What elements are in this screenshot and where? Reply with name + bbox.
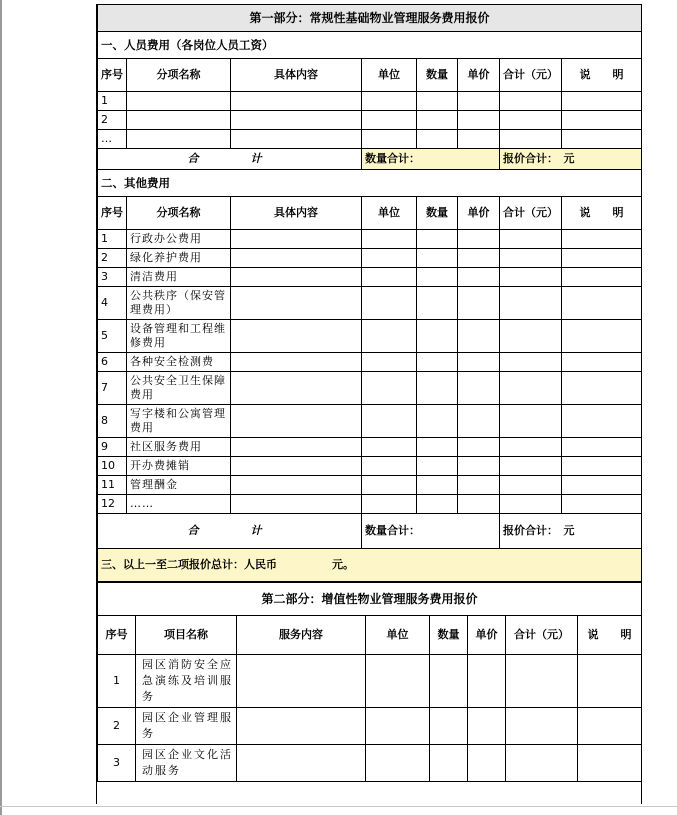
cell[interactable] (237, 745, 366, 782)
cell[interactable] (500, 353, 562, 372)
row-name[interactable]: 各种安全检测费 (127, 353, 231, 372)
cell[interactable] (231, 111, 362, 130)
col-content: 具体内容 (231, 197, 362, 230)
table-row (98, 287, 642, 320)
cell[interactable] (468, 708, 506, 745)
cell[interactable] (362, 268, 417, 287)
row-no: 4 (98, 287, 127, 320)
table-row (98, 320, 642, 353)
cell[interactable] (578, 655, 642, 708)
row-name[interactable]: 清洁费用 (127, 268, 231, 287)
cell[interactable] (430, 708, 468, 745)
row-name[interactable]: 绿化养护费用 (127, 249, 231, 268)
col-item-name: 分项名称 (127, 197, 231, 230)
row-name[interactable]: 社区服务费用 (127, 438, 231, 457)
document-page (96, 4, 642, 804)
cell[interactable] (562, 268, 642, 287)
left-gutter (0, 0, 2, 815)
cell[interactable] (362, 438, 417, 457)
table-row (98, 268, 642, 287)
cell[interactable] (362, 130, 417, 149)
row-no: 1 (98, 655, 136, 708)
cell[interactable] (562, 372, 642, 405)
cell[interactable] (506, 655, 578, 708)
row-name[interactable]: 设备管理和工程维修费用 (127, 320, 231, 353)
cell[interactable] (500, 405, 562, 438)
col-project-name: 项目名称 (136, 616, 237, 655)
cell[interactable] (231, 92, 362, 111)
cell[interactable] (231, 405, 362, 438)
row-name[interactable]: 园区消防安全应急演练及培训服务 (136, 655, 237, 708)
cell[interactable] (417, 111, 458, 130)
cell[interactable] (231, 476, 362, 495)
part2-title: 第二部分：增值性物业管理服务费用报价 (98, 583, 642, 616)
row-name[interactable]: 管理酬金 (127, 476, 231, 495)
row-name[interactable] (127, 111, 231, 130)
part1-title: 第一部分：常规性基础物业管理服务费用报价 (98, 5, 642, 32)
row-name[interactable]: …… (127, 495, 231, 514)
row-no: 2 (98, 111, 127, 130)
cell[interactable] (500, 495, 562, 514)
cell[interactable] (458, 287, 500, 320)
cell[interactable] (231, 457, 362, 476)
table-row (98, 708, 642, 745)
part2-header-row (98, 616, 642, 655)
row-name[interactable] (127, 130, 231, 149)
cell[interactable] (362, 372, 417, 405)
row-no: 11 (98, 476, 127, 495)
cell[interactable] (231, 130, 362, 149)
cell[interactable] (500, 438, 562, 457)
row-no: 2 (98, 708, 136, 745)
cell[interactable] (562, 130, 642, 149)
cell[interactable] (500, 249, 562, 268)
table-row (98, 353, 642, 372)
section2-sum-row (98, 514, 642, 549)
grand-total[interactable]: 三、以上一至二项报价总计：人民币 元。 (98, 549, 642, 582)
table-row (98, 495, 642, 514)
cell[interactable] (417, 405, 458, 438)
cell[interactable] (231, 438, 362, 457)
cell[interactable] (362, 405, 417, 438)
cell[interactable] (458, 92, 500, 111)
cell[interactable] (500, 476, 562, 495)
cell[interactable] (458, 230, 500, 249)
cell[interactable] (231, 495, 362, 514)
cell[interactable] (562, 353, 642, 372)
col-unit: 单位 (362, 59, 417, 92)
cell[interactable] (500, 372, 562, 405)
row-name[interactable]: 行政办公费用 (127, 230, 231, 249)
col-qty: 数量 (417, 59, 458, 92)
cell[interactable] (458, 476, 500, 495)
sum-label: 合 计 (98, 149, 362, 170)
cell[interactable] (562, 111, 642, 130)
cell[interactable] (231, 287, 362, 320)
cell[interactable] (458, 457, 500, 476)
cell[interactable] (468, 745, 506, 782)
cell[interactable] (417, 457, 458, 476)
table-row (98, 476, 642, 495)
cell[interactable] (430, 655, 468, 708)
cell[interactable] (231, 230, 362, 249)
row-no: 1 (98, 230, 127, 249)
cell[interactable] (458, 353, 500, 372)
row-name[interactable] (127, 92, 231, 111)
cell[interactable] (458, 372, 500, 405)
cell[interactable] (500, 457, 562, 476)
cell[interactable] (562, 405, 642, 438)
cell[interactable] (500, 130, 562, 149)
cell[interactable] (417, 287, 458, 320)
col-unit: 单位 (366, 616, 430, 655)
cell[interactable] (362, 476, 417, 495)
col-item-name: 分项名称 (127, 59, 231, 92)
row-no: 8 (98, 405, 127, 438)
col-total: 合计（元） (500, 59, 562, 92)
cell[interactable] (417, 320, 458, 353)
cell[interactable] (231, 353, 362, 372)
row-name[interactable]: 园区企业文化活动服务 (136, 745, 237, 782)
col-unit: 单位 (362, 197, 417, 230)
cell[interactable] (562, 438, 642, 457)
price-total[interactable]: 报价合计： 元 (500, 149, 642, 170)
cell[interactable] (362, 230, 417, 249)
cell[interactable] (458, 111, 500, 130)
sum-label: 合 计 (98, 514, 362, 549)
quote-table-part1 (97, 4, 642, 582)
page-bottom-line (0, 806, 677, 807)
qty-total[interactable]: 数量合计： (362, 149, 500, 170)
table-row (98, 111, 642, 130)
cell[interactable] (237, 708, 366, 745)
cell[interactable] (362, 495, 417, 514)
col-note: 说 明 (578, 616, 642, 655)
cell[interactable] (578, 708, 642, 745)
cell[interactable] (417, 249, 458, 268)
cell[interactable] (231, 249, 362, 268)
col-no: 序号 (98, 59, 127, 92)
cell[interactable] (458, 405, 500, 438)
cell[interactable] (562, 320, 642, 353)
cell[interactable] (500, 111, 562, 130)
cell[interactable] (231, 372, 362, 405)
row-name[interactable]: 写字楼和公寓管理费用 (127, 405, 231, 438)
cell[interactable] (417, 353, 458, 372)
cell[interactable] (237, 655, 366, 708)
cell[interactable] (506, 708, 578, 745)
cell[interactable] (417, 476, 458, 495)
table-row (98, 230, 642, 249)
cell[interactable] (366, 708, 430, 745)
cell[interactable] (500, 287, 562, 320)
quote-table-part2 (97, 582, 642, 782)
cell[interactable] (366, 655, 430, 708)
row-no: 7 (98, 372, 127, 405)
cell[interactable] (458, 268, 500, 287)
row-no: 10 (98, 457, 127, 476)
cell[interactable] (500, 268, 562, 287)
row-no: … (98, 130, 127, 149)
col-price: 单价 (468, 616, 506, 655)
row-no: 9 (98, 438, 127, 457)
row-no: 12 (98, 495, 127, 514)
row-no: 1 (98, 92, 127, 111)
cell[interactable] (578, 745, 642, 782)
row-no: 5 (98, 320, 127, 353)
cell[interactable] (417, 495, 458, 514)
row-no: 3 (98, 268, 127, 287)
table-row (98, 130, 642, 149)
cell[interactable] (562, 230, 642, 249)
table-row (98, 457, 642, 476)
cell[interactable] (417, 130, 458, 149)
price-total[interactable]: 报价合计： 元 (500, 514, 642, 549)
cell[interactable] (500, 230, 562, 249)
col-qty: 数量 (430, 616, 468, 655)
cell[interactable] (506, 745, 578, 782)
cell[interactable] (500, 320, 562, 353)
cell[interactable] (500, 92, 562, 111)
section2-header-row (98, 197, 642, 230)
table-row (98, 372, 642, 405)
cell[interactable] (362, 111, 417, 130)
table-row (98, 249, 642, 268)
cell[interactable] (562, 476, 642, 495)
cell[interactable] (417, 372, 458, 405)
col-no: 序号 (98, 616, 136, 655)
row-name[interactable]: 公共秩序（保安管理费用） (127, 287, 231, 320)
col-content: 具体内容 (231, 59, 362, 92)
table-row (98, 438, 642, 457)
row-no: 3 (98, 745, 136, 782)
cell[interactable] (417, 92, 458, 111)
cell[interactable] (362, 320, 417, 353)
table-row (98, 655, 642, 708)
cell[interactable] (458, 320, 500, 353)
table-row (98, 405, 642, 438)
row-no: 2 (98, 249, 127, 268)
cell[interactable] (562, 457, 642, 476)
cell[interactable] (562, 249, 642, 268)
col-price: 单价 (458, 197, 500, 230)
cell[interactable] (417, 230, 458, 249)
col-no: 序号 (98, 197, 127, 230)
col-service-content: 服务内容 (237, 616, 366, 655)
cell[interactable] (417, 438, 458, 457)
cell[interactable] (231, 320, 362, 353)
qty-total[interactable]: 数量合计： (362, 514, 500, 549)
cell[interactable] (362, 92, 417, 111)
col-total: 合计（元） (506, 616, 578, 655)
cell[interactable] (562, 287, 642, 320)
cell[interactable] (458, 130, 500, 149)
row-no: 6 (98, 353, 127, 372)
cell[interactable] (458, 249, 500, 268)
section2-heading: 二、其他费用 (98, 170, 642, 197)
cell[interactable] (417, 268, 458, 287)
col-note: 说 明 (562, 197, 642, 230)
cell[interactable] (562, 92, 642, 111)
row-name[interactable]: 开办费摊销 (127, 457, 231, 476)
cell[interactable] (468, 655, 506, 708)
cell[interactable] (231, 268, 362, 287)
cell[interactable] (362, 287, 417, 320)
row-name[interactable]: 公共安全卫生保障费用 (127, 372, 231, 405)
cell[interactable] (362, 249, 417, 268)
cell[interactable] (362, 457, 417, 476)
table-row (98, 745, 642, 782)
row-name[interactable]: 园区企业管理服务 (136, 708, 237, 745)
section1-sum-row (98, 149, 642, 170)
table-row (98, 92, 642, 111)
section1-header-row (98, 59, 642, 92)
cell[interactable] (562, 495, 642, 514)
col-total: 合计（元） (500, 197, 562, 230)
col-note: 说 明 (562, 59, 642, 92)
cell[interactable] (430, 745, 468, 782)
col-price: 单价 (458, 59, 500, 92)
section1-heading: 一、人员费用（各岗位人员工资） (98, 32, 642, 59)
col-qty: 数量 (417, 197, 458, 230)
cell[interactable] (458, 495, 500, 514)
cell[interactable] (458, 438, 500, 457)
cell[interactable] (362, 353, 417, 372)
cell[interactable] (366, 745, 430, 782)
